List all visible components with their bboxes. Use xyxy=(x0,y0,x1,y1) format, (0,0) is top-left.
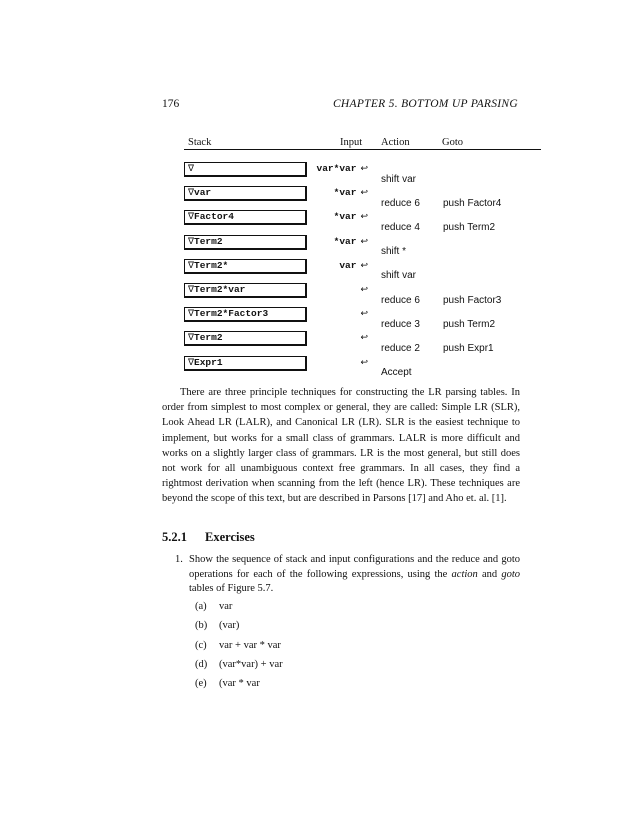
stack-cell xyxy=(184,331,307,346)
stack-content: var xyxy=(194,187,212,199)
exercise-sub-item xyxy=(195,678,260,689)
stack-cell xyxy=(184,259,307,274)
sub-item-expression: (var*var) + var xyxy=(219,658,283,670)
input-cell xyxy=(317,163,368,174)
sub-item-expression: (var) xyxy=(219,620,240,632)
body-paragraph: There are three principle techniques for constructing the LR parsing tables. In order from simplest to most complex or general, they are called: Simple LR (SLR), Look Ahead LR (LALR), and Canonical LR (LR). SLR is the easiest technique to implement, but works for a small class of grammars. LALR is more difficult and works on a slightly larger class of grammars. LR is the most general, but still does not work for all unambiguous context free grammars. In all cases, they find a rightmost derivation when scanning from the left (hence LR). These techniques are beyond the scope of this text, but are described in Parsons [17] and Aho et. al. [1]. xyxy=(162,387,520,505)
action-cell: Accept xyxy=(381,367,412,379)
sub-item-label: (d) xyxy=(195,658,208,670)
end-of-input-marker: ↩ xyxy=(360,357,368,368)
goto-cell: push Term2 xyxy=(443,221,496,233)
stack-cell xyxy=(184,307,307,322)
stack-cell xyxy=(184,283,307,298)
section-heading xyxy=(162,530,255,545)
stack-bottom-marker: ∇ xyxy=(188,212,195,223)
stack-content: Term2* xyxy=(194,259,229,271)
section-title: Exercises xyxy=(205,530,255,544)
stack-content: Expr1 xyxy=(194,356,223,368)
end-of-input-marker: ↩ xyxy=(360,333,368,344)
sub-item-expression: var xyxy=(219,601,233,612)
action-cell: reduce 6 xyxy=(381,294,420,306)
input-content: var xyxy=(339,259,357,271)
goto-cell: push Factor4 xyxy=(443,197,502,209)
stack-bottom-marker: ∇ xyxy=(188,333,195,344)
input-content: *var xyxy=(333,235,357,247)
action-cell: reduce 6 xyxy=(381,197,420,209)
exercise-item xyxy=(175,553,520,597)
input-cell xyxy=(334,211,368,222)
exercise-sub-item xyxy=(195,640,281,651)
stack-cell xyxy=(184,162,307,177)
sub-item-label: (e) xyxy=(195,678,207,690)
stack-bottom-marker: ∇ xyxy=(188,188,195,199)
action-term: action xyxy=(451,568,478,580)
input-cell xyxy=(334,187,368,198)
end-of-input-marker: ↩ xyxy=(360,212,368,223)
exercise-sub-item xyxy=(195,659,283,670)
input-cell xyxy=(334,236,368,247)
sub-item-expression: (var * var xyxy=(219,678,260,690)
input-content: var*var xyxy=(316,163,357,174)
stack-content: Term2 xyxy=(194,235,223,247)
input-cell xyxy=(356,308,368,319)
stack-bottom-marker: ∇ xyxy=(188,357,195,368)
stack-content: Term2 xyxy=(194,332,223,344)
column-header-goto: Goto xyxy=(442,137,463,148)
action-cell: shift var xyxy=(381,270,417,282)
goto-cell: push Factor3 xyxy=(443,294,502,306)
goto-cell: push Expr1 xyxy=(443,342,494,354)
stack-content: Term2*Factor3 xyxy=(194,308,269,320)
action-cell: shift var xyxy=(381,173,417,185)
stack-cell xyxy=(184,210,307,225)
action-cell: reduce 2 xyxy=(381,342,420,354)
stack-cell xyxy=(184,356,307,371)
end-of-input-marker: ↩ xyxy=(360,260,368,271)
goto-term: goto xyxy=(501,568,520,580)
end-of-input-marker: ↩ xyxy=(360,285,368,295)
end-of-input-marker: ↩ xyxy=(360,236,368,247)
column-header-action: Action xyxy=(381,137,410,148)
table-header-rule xyxy=(184,149,541,150)
end-of-input-marker: ↩ xyxy=(360,309,368,320)
stack-bottom-marker: ∇ xyxy=(188,285,195,295)
action-cell: reduce 3 xyxy=(381,318,420,330)
stack-content: Factor4 xyxy=(194,211,234,223)
stack-cell xyxy=(184,186,307,201)
exercise-number: 1. xyxy=(175,554,183,565)
input-cell xyxy=(339,260,368,271)
input-content: *var xyxy=(333,187,357,199)
input-cell xyxy=(356,284,368,295)
exercise-sub-item xyxy=(195,620,239,631)
sub-item-expression: var + var * var xyxy=(219,639,281,651)
action-cell: reduce 4 xyxy=(381,221,420,233)
action-cell: shift * xyxy=(381,246,407,258)
stack-bottom-marker: ∇ xyxy=(188,236,195,247)
page-number: 176 xyxy=(162,98,180,110)
sub-item-label: (b) xyxy=(195,620,208,632)
sub-item-label: (a) xyxy=(195,601,207,612)
input-cell xyxy=(356,357,368,368)
exercise-text: Show the sequence of stack and input configurations and the reduce and goto operations for each of the following expressions, using the action and goto tables of Figure 5.7. xyxy=(189,554,520,594)
column-header-stack: Stack xyxy=(188,137,212,148)
input-content: *var xyxy=(333,211,357,223)
section-number: 5.2.1 xyxy=(162,530,187,544)
sub-item-label: (c) xyxy=(195,639,207,651)
stack-bottom-marker: ∇ xyxy=(188,164,195,174)
stack-bottom-marker: ∇ xyxy=(188,260,195,271)
stack-cell xyxy=(184,235,307,250)
input-cell xyxy=(356,332,368,343)
running-head: CHAPTER 5. BOTTOM UP PARSING xyxy=(332,98,518,110)
exercise-sub-item xyxy=(195,601,232,612)
goto-cell: push Term2 xyxy=(443,318,496,330)
end-of-input-marker: ↩ xyxy=(360,188,368,199)
stack-content: Term2*var xyxy=(194,284,246,295)
end-of-input-marker: ↩ xyxy=(360,164,368,174)
stack-bottom-marker: ∇ xyxy=(188,309,195,320)
column-header-input: Input xyxy=(340,137,363,148)
